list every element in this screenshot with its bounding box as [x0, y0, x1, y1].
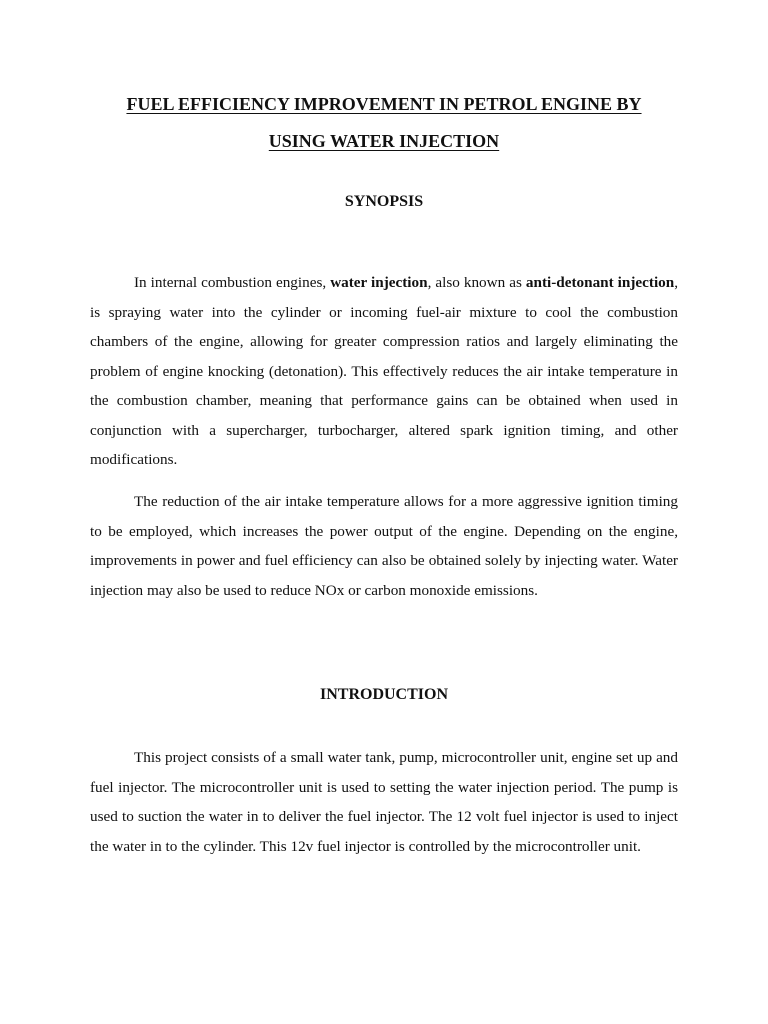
synopsis-paragraph-2: The reduction of the air intake temperature allows for a more aggressive ignition timing to be employed, which increases the power output of the engine. Depending on the engine, improvements in power and fuel efficiency can also be obtained solely by injecting water. Water injection may also be used to reduce NOx or carbon monoxide emissions.: [90, 493, 678, 599]
paragraph-text: , is spraying water into the cylinder or incoming fuel-air mixture to cool the combustion chambers of the engine, allowing for greater compression ratios and largely eliminating the problem of engine knocking (detonation). This effectively reduces the air intake temperature in the combustion chamber, meaning that performance gains can be obtained when used in conjunction with a supercharger, turbocharger, altered spark ignition timing, and other modifications.: [90, 274, 679, 468]
introduction-paragraph-1: This project consists of a small water tank, pump, microcontroller unit, engine set up and fuel injector. The microcontroller unit is used to setting the water injection period. The pump is used to suction the water in to deliver the fuel injector. The 12 volt fuel injector is used to inject the water in to the cylinder. This 12v fuel injector is controlled by the microcontroller unit.: [90, 749, 678, 855]
paragraph-text: , also known as: [427, 274, 526, 291]
document-title-line-2: USING WATER INJECTION: [268, 131, 500, 151]
bold-term-anti-detonant-injection: anti-detonant injection: [525, 274, 675, 291]
synopsis-heading: SYNOPSIS: [344, 193, 424, 210]
synopsis-paragraph-1: [90, 268, 678, 475]
document-title-line-1: FUEL EFFICIENCY IMPROVEMENT IN PETROL ENGINE BY: [126, 94, 642, 114]
introduction-heading: INTRODUCTION: [319, 686, 448, 703]
bold-term-water-injection: water injection: [330, 274, 428, 291]
paragraph-text: In internal combustion engines,: [134, 274, 331, 291]
